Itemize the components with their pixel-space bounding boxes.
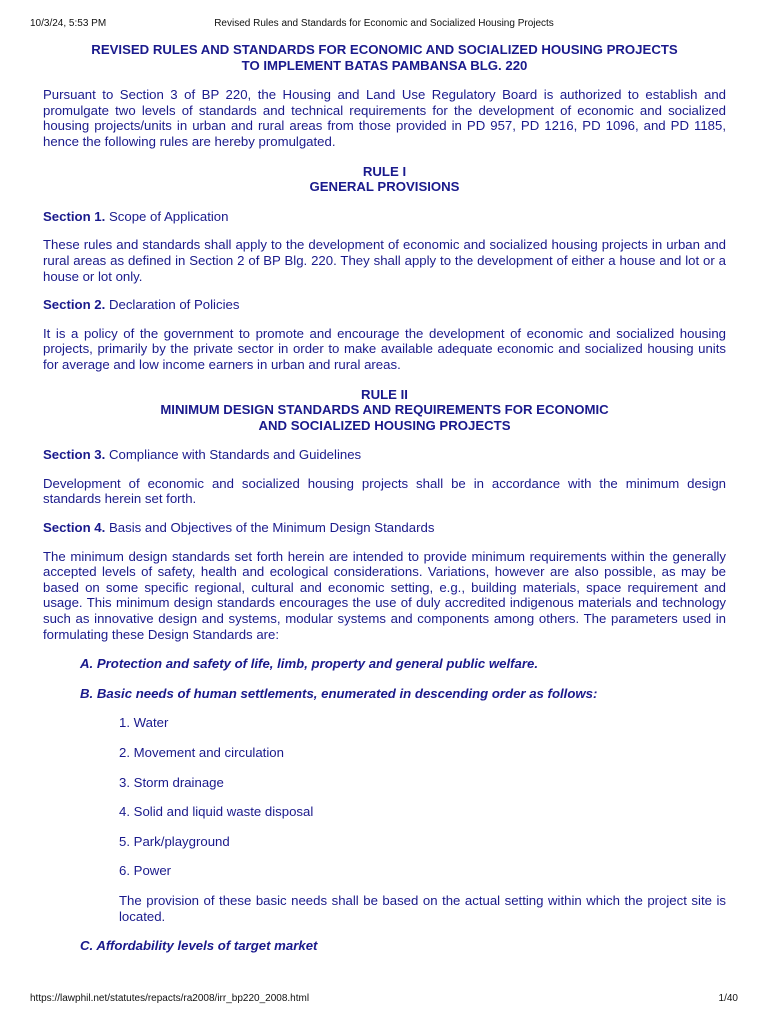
- doc-title-line-1: REVISED RULES AND STANDARDS FOR ECONOMIC AND SOCIALIZED HOUSING PROJECTS: [91, 42, 678, 57]
- document-body: [43, 42, 726, 954]
- section-3-heading: [43, 447, 726, 463]
- section-3-title: Compliance with Standards and Guidelines: [108, 447, 362, 463]
- section-1-number: Section 1.: [43, 208, 106, 224]
- section-4-heading: [43, 520, 726, 536]
- print-footer: [0, 993, 768, 1007]
- rule-2-heading-line-1: MINIMUM DESIGN STANDARDS AND REQUIREMENTS FOR ECONOMIC: [160, 402, 609, 418]
- print-header: [0, 18, 768, 32]
- section-2-title: Declaration of Policies: [108, 297, 240, 313]
- parameter-a: A. Protection and safety of life, limb, property and general public welfare.: [80, 656, 538, 672]
- section-3-body: Development of economic and socialized housing projects shall be in accordance with the minimum design standards herein set forth.: [43, 475, 726, 507]
- rule-2-heading-line-2: AND SOCIALIZED HOUSING PROJECTS: [258, 417, 511, 433]
- section-4-body: The minimum design standards set forth herein are intended to provide minimum requirements within the generally accepted levels of safety, health and ecological considerations. Variations, however are also possible, as may be based on some specific regional, cultural and economic setting, e.g., building materials, space requirement and usage. This minimum design standards encourages the use of duly accredited indigenous materials and technology such as innovative design and systems, modular systems and components among others. The parameters used in formulating these Design Standards are:: [43, 548, 726, 642]
- section-1-title: Scope of Application: [108, 208, 229, 224]
- basic-need-item: 1. Water: [119, 715, 169, 731]
- doc-title-line-2: TO IMPLEMENT BATAS PAMBANSA BLG. 220: [241, 57, 528, 73]
- section-4-number: Section 4.: [43, 520, 106, 536]
- basic-need-item: 5. Park/playground: [119, 833, 230, 849]
- basic-need-item: 4. Solid and liquid waste disposal: [119, 804, 314, 820]
- rule-1-label: RULE I: [362, 163, 407, 179]
- section-4-title: Basis and Objectives of the Minimum Design Standards: [108, 520, 435, 536]
- basic-need-item: 6. Power: [119, 863, 172, 879]
- section-1-heading: [43, 209, 726, 225]
- section-2-heading: [43, 297, 726, 313]
- section-3-number: Section 3.: [43, 447, 106, 463]
- basic-need-item: 3. Storm drainage: [119, 774, 224, 790]
- rule-1-heading: GENERAL PROVISIONS: [309, 179, 460, 195]
- parameter-b: B. Basic needs of human settlements, enumerated in descending order as follows:: [80, 685, 598, 701]
- parameter-c: C. Affordability levels of target market: [80, 938, 318, 954]
- print-title: Revised Rules and Standards for Economic and Socialized Housing Projects: [214, 18, 554, 29]
- page-number: 1/40: [718, 993, 738, 1004]
- print-url: https://lawphil.net/statutes/repacts/ra2008/irr_bp220_2008.html: [30, 993, 310, 1004]
- intro-paragraph: Pursuant to Section 3 of BP 220, the Housing and Land Use Regulatory Board is authorized to establish and promulgate two levels of standards and technical requirements for the development of economic and socialized housing projects/units in urban and rural areas from those provided in PD 957, PD 1216, PD 1096, and PD 1185, hence the following rules are hereby promulgated.: [43, 87, 726, 149]
- basic-need-item: 2. Movement and circulation: [119, 745, 284, 760]
- section-2-body: It is a policy of the government to promote and encourage the development of economic and socialized housing projects, primarily by the private sector in order to make available adequate economic and socialized housing units for average and low income earners in urban and rural areas.: [43, 325, 726, 372]
- print-datetime: 10/3/24, 5:53 PM: [30, 18, 107, 29]
- section-1-body: These rules and standards shall apply to the development of economic and socialized housing projects in urban and rural areas as defined in Section 2 of BP Blg. 220. They shall apply to the development of either a house and lot or a house or lot only.: [43, 237, 726, 284]
- section-2-number: Section 2.: [43, 297, 106, 313]
- basic-needs-note: The provision of these basic needs shall be based on the actual setting within which the project site is located.: [119, 892, 726, 924]
- rule-2-label: RULE II: [361, 386, 408, 402]
